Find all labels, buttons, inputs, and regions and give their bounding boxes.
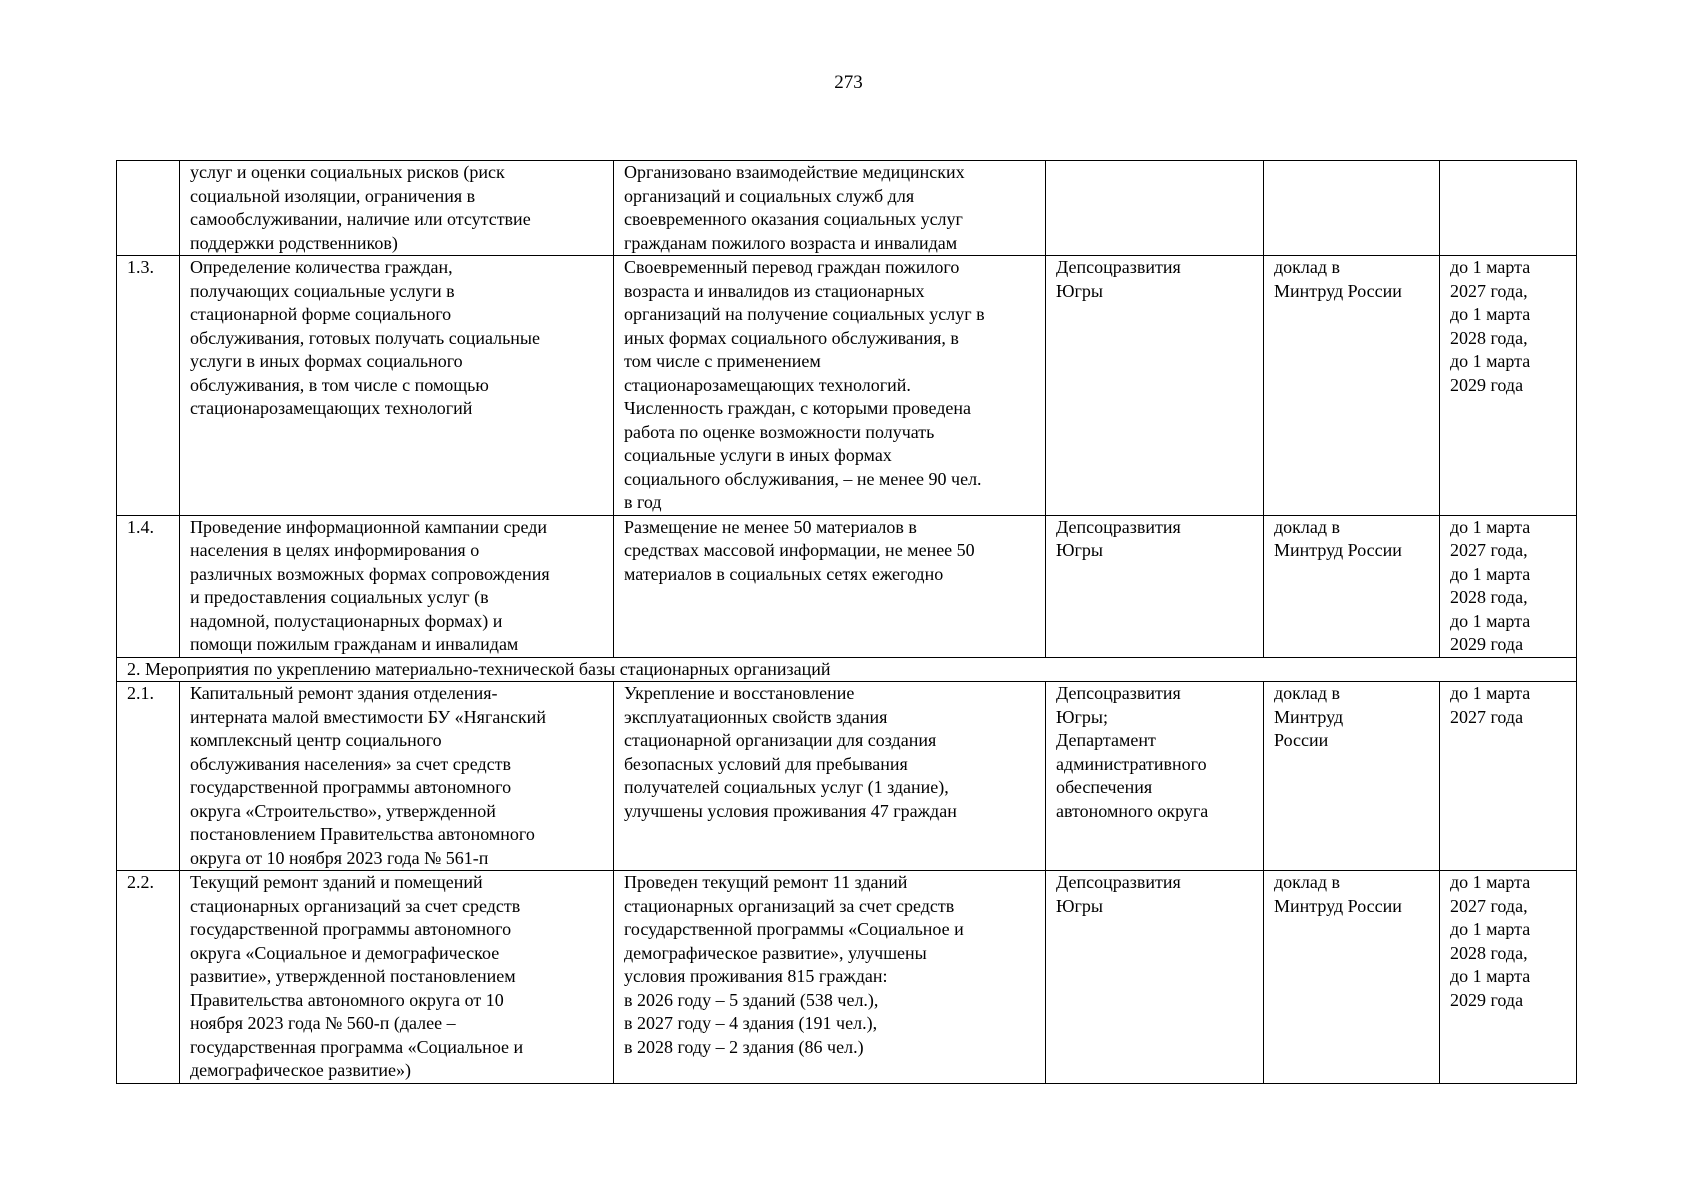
deadline-cell: до 1 марта 2027 года, до 1 марта 2028 года, до 1 марта 2029 года <box>1440 871 1577 1084</box>
report-cell: доклад в Минтруд России <box>1264 682 1440 871</box>
table-row <box>117 682 1577 871</box>
deadline-cell: до 1 марта 2027 года, до 1 марта 2028 года, до 1 марта 2029 года <box>1440 515 1577 657</box>
section-header-row <box>117 657 1577 682</box>
row-number: 1.3. <box>117 256 180 516</box>
report-cell: доклад в Минтруд России <box>1264 256 1440 516</box>
result-cell: Своевременный перевод граждан пожилого возраста и инвалидов из стационарных организаций на получение социальных услуг в иных формах социального обслуживания, в том числе с применением стационарозамещающих технологий. Численность граждан, с которыми проведена работа по оценке возможности получать социальные услуги в иных формах социального обслуживания, – не менее 90 чел. в год <box>614 256 1046 516</box>
section-title: 2. Мероприятия по укреплению материально-технической базы стационарных организаций <box>117 657 1577 682</box>
deadline-cell: до 1 марта 2027 года, до 1 марта 2028 года, до 1 марта 2029 года <box>1440 256 1577 516</box>
result-cell: Размещение не менее 50 материалов в средствах массовой информации, не менее 50 материалов в социальных сетях ежегодно <box>614 515 1046 657</box>
page-number: 273 <box>834 72 863 93</box>
table-row <box>117 871 1577 1084</box>
responsible-cell <box>1046 161 1264 256</box>
result-cell: Проведен текущий ремонт 11 зданий стационарных организаций за счет средств государственной программы «Социальное и демографическое развитие», улучшены условия проживания 815 граждан: в 2026 году – 5 зданий (538 чел.), в 2027 году – 4 здания (191 чел.), в 2028 году – 2 здания (86 чел.) <box>614 871 1046 1084</box>
report-cell <box>1264 161 1440 256</box>
activity-cell: Проведение информационной кампании среди населения в целях информирования о различных возможных формах сопровождения и предоставления социальных услуг (в надомной, полустационарных формах) и помощи пожилым гражданам и инвалидам <box>180 515 614 657</box>
activity-cell: Текущий ремонт зданий и помещений стационарных организаций за счет средств государственной программы автономного округа «Социальное и демографическое развитие», утвержденной постановлением Правительства автономного округа от 10 ноября 2023 года № 560-п (далее – государственная программа «Социальное и демографическое развитие») <box>180 871 614 1084</box>
result-cell: Организовано взаимодействие медицинских организаций и социальных служб для своевременного оказания социальных услуг гражданам пожилого возраста и инвалидам <box>614 161 1046 256</box>
table-row <box>117 515 1577 657</box>
row-number: 2.1. <box>117 682 180 871</box>
responsible-cell: Депсоцразвития Югры <box>1046 871 1264 1084</box>
responsible-cell: Депсоцразвития Югры <box>1046 256 1264 516</box>
result-cell: Укрепление и восстановление эксплуатационных свойств здания стационарной организации для создания безопасных условий для пребывания получателей социальных услуг (1 здание), улучшены условия проживания 47 граждан <box>614 682 1046 871</box>
row-number: 1.4. <box>117 515 180 657</box>
activity-cell: Определение количества граждан, получающих социальные услуги в стационарной форме социального обслуживания, готовых получать социальные услуги в иных формах социального обслуживания, в том числе с помощью стационарозамещающих технологий <box>180 256 614 516</box>
report-cell: доклад в Минтруд России <box>1264 515 1440 657</box>
activity-cell: услуг и оценки социальных рисков (риск социальной изоляции, ограничения в самообслуживании, наличие или отсутствие поддержки родственников) <box>180 161 614 256</box>
table-row <box>117 256 1577 516</box>
action-plan-table <box>116 160 1577 1084</box>
deadline-cell: до 1 марта 2027 года <box>1440 682 1577 871</box>
responsible-cell: Депсоцразвития Югры; Департамент административного обеспечения автономного округа <box>1046 682 1264 871</box>
row-number <box>117 161 180 256</box>
row-number: 2.2. <box>117 871 180 1084</box>
deadline-cell <box>1440 161 1577 256</box>
responsible-cell: Депсоцразвития Югры <box>1046 515 1264 657</box>
report-cell: доклад в Минтруд России <box>1264 871 1440 1084</box>
table-row <box>117 161 1577 256</box>
activity-cell: Капитальный ремонт здания отделения- интерната малой вместимости БУ «Няганский комплексный центр социального обслуживания населения» за счет средств государственной программы автономного округа «Строительство», утвержденной постановлением Правительства автономного округа от 10 ноября 2023 года № 561-п <box>180 682 614 871</box>
